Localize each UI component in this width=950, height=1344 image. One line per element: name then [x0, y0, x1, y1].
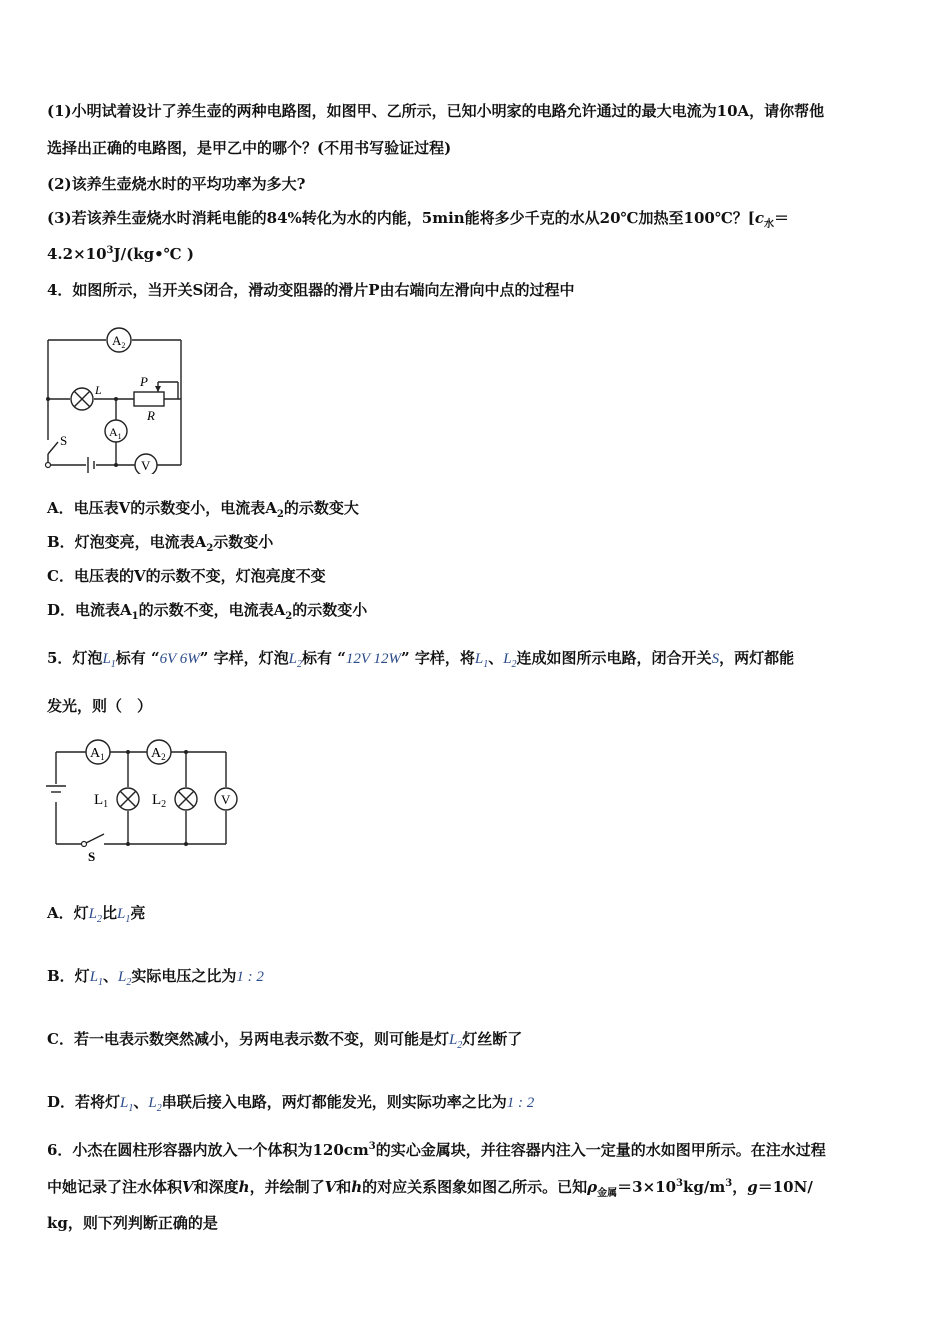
q4-switch-label: S [60, 433, 68, 448]
q6-stem-line3: kg，则下列判断正确的是 [47, 1214, 218, 1232]
q6-stem-line2: 中她记录了注水体积V和深度h，并绘制了V和h的对应关系图象如图乙所示。已知$\rho_{金属}=3\times 10^3kg/m^3$，g＝10N/ [47, 1178, 813, 1199]
q5-v-label: V [221, 792, 231, 807]
q4-option-d: D．电流表$A_1$的示数不变，电流表$A_2$的示数变小 [47, 601, 368, 622]
q4-option-b: B．灯泡变亮，电流表$A_2$示数变小 [47, 533, 274, 554]
q4-a1-label: $A_1$ [109, 425, 122, 441]
q5-stem-line1: 5．灯泡$L_1$标有 “6V 6W” 字样，灯泡$L_2$标有 “12V 12W” 字样，将$L_1$、$L_2$连成如图所示电路，闭合开关S，两灯都能 [47, 649, 795, 670]
q4-v-label: V [141, 458, 151, 473]
q5-circuit-diagram [44, 736, 244, 864]
q4-resistor-label: R [147, 408, 155, 423]
q5-a2-label: $A_2$ [151, 746, 166, 762]
q3-part2: (2)该养生壶烧水时的平均功率为多大? [47, 175, 306, 193]
q3-part1-line1: (1)小明试着设计了养生壶的两种电路图，如图甲、乙所示，已知小明家的电路允许通过的最大电流为10A，请你帮他 [47, 102, 825, 120]
q4-circuit-diagram [40, 322, 190, 474]
q4-option-a: A．电压表V的示数变小，电流表$A_2$的示数变大 [47, 499, 359, 520]
q5-option-d: D．若将灯$L_1$、$L_2$串联后接入电路，两灯都能发光，则实际功率之比为1 : 2 [47, 1093, 535, 1114]
q5-switch-label: S [88, 849, 96, 864]
q5-option-c: C．若一电表示数突然减小，另两电表示数不变，则可能是灯$L_2$灯丝断了 [47, 1030, 523, 1051]
q4-lamp-label: L [95, 383, 102, 397]
q3-part3-line1: (3)若该养生壶烧水时消耗电能的84%转化为水的内能，5min能将多少千克的水从20℃加热至100℃？[$c_水=$ [47, 209, 790, 230]
q3-part3-line2: $4.2\times 10^3J/(kg•℃$ ) [47, 245, 194, 263]
q5-l1-label: $L_1$ [94, 792, 109, 810]
q5-option-b: B．灯$L_1$、$L_2$实际电压之比为1 : 2 [47, 967, 264, 988]
q5-stem-line2: 发光，则（ ） [47, 697, 153, 715]
q3-part1-line2: 选择出正确的电路图，是甲乙中的哪个？(不用书写验证过程) [47, 139, 452, 157]
q4-stem: 4．如图所示，当开关S闭合，滑动变阻器的滑片P由右端向左滑向中点的过程中 [47, 281, 575, 299]
q5-l2-label: $L_2$ [152, 792, 167, 810]
q4-a2-label: $A_2$ [112, 333, 126, 350]
q5-a1-label: $A_1$ [90, 746, 105, 762]
q5-option-a: A．灯$L_2$比$L_1$亮 [47, 904, 146, 925]
q4-slider-label: P [140, 374, 148, 389]
q4-option-c: C．电压表的V的示数不变，灯泡亮度不变 [47, 567, 326, 585]
q6-stem-line1: 6．小杰在圆柱形容器内放入一个体积为$120cm^3$的实心金属块，并往容器内注入一定量的水如图甲所示。在注水过程 [47, 1141, 826, 1159]
